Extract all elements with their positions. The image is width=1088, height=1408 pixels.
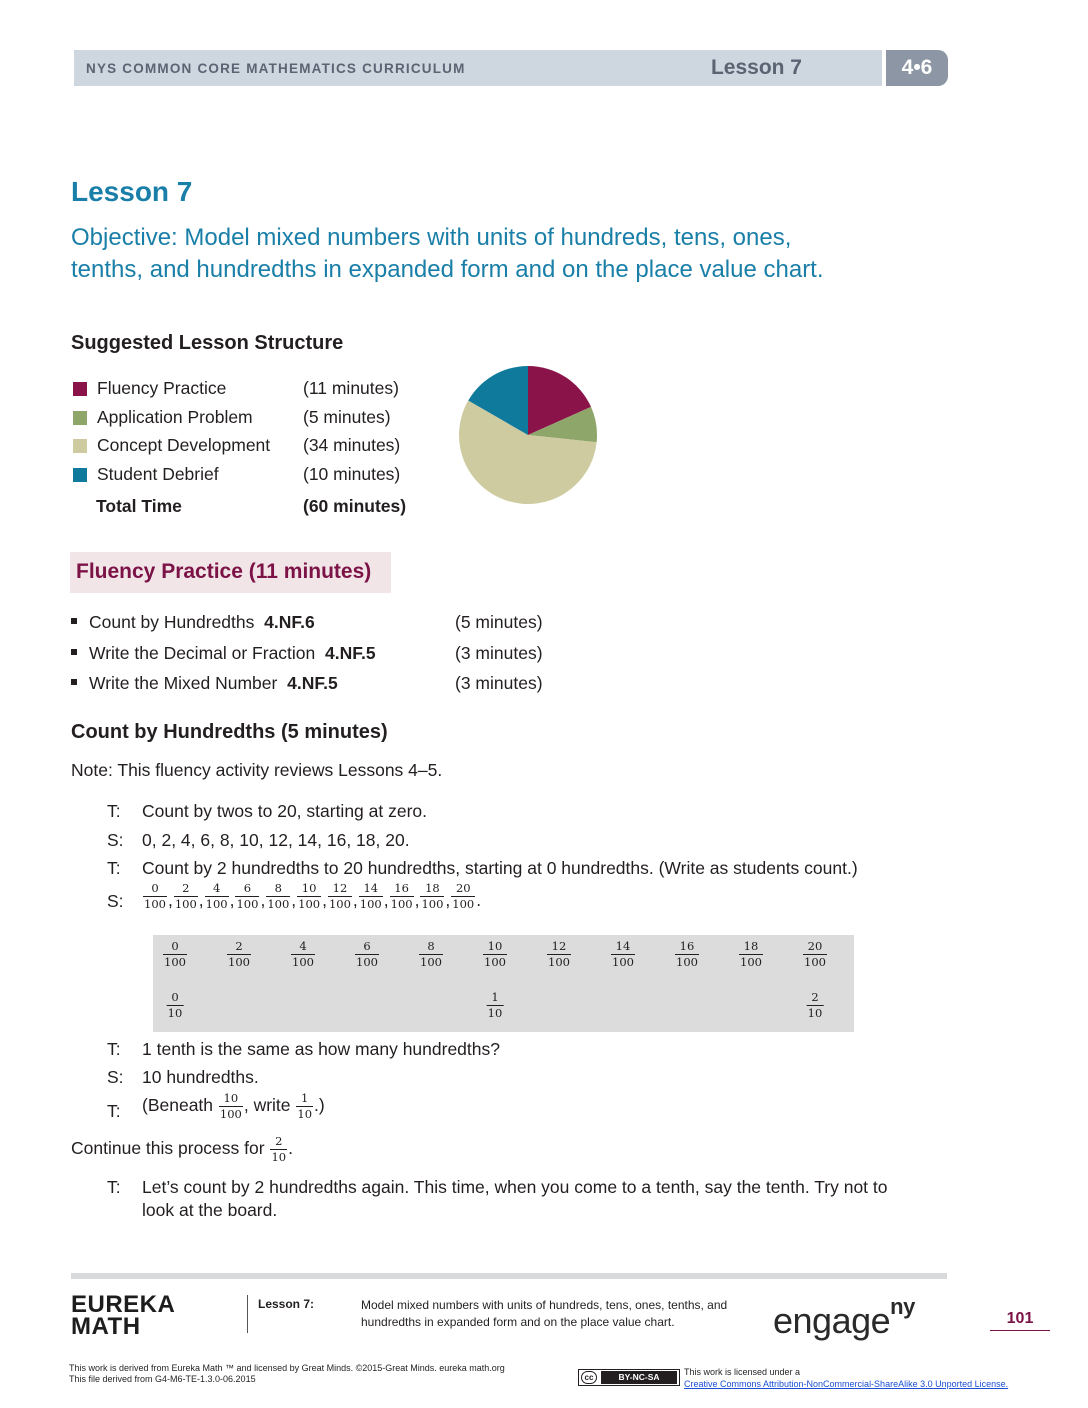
board-hundredths-fraction [162,940,188,969]
sequence-item [327,882,358,911]
numerator: 2 [235,939,243,953]
footer-lesson-description [361,1297,781,1331]
denominator: 100 [292,955,314,969]
cc-icon: cc [581,1371,597,1384]
denominator: 100 [804,955,826,969]
total-minutes: (60 minutes) [303,496,407,516]
activity-minutes: (3 minutes) [455,642,543,663]
fraction [143,882,167,911]
fraction [266,882,290,911]
numerator: 16 [679,939,695,953]
structure-item-minutes: (5 minutes) [303,406,391,427]
numerator: 20 [807,939,823,953]
numerator: 1 [491,990,499,1004]
structure-item-name: Student Debrief [97,463,219,484]
numerator: 10 [301,881,317,895]
denominator: 100 [219,1107,242,1121]
footer-desc-line-1: Model mixed numbers with units of hundreds, tens, ones, tenths, and [361,1298,728,1312]
board-tenths-fraction [486,991,505,1020]
page-number: 101 [990,1310,1050,1331]
fraction-sequence [142,882,481,911]
fluency-practice-title: Fluency Practice (11 minutes) [76,560,372,583]
fraction [739,940,763,969]
speaker: T: [107,1039,121,1059]
board-hundredths-fraction [354,940,380,969]
bullet-icon [71,679,77,685]
footer-divider [71,1273,947,1279]
bullet-icon [71,618,77,624]
dialogue-text: Count by twos to 20, starting at zero. [142,801,428,821]
text-fragment: .) [314,1095,325,1116]
denominator: 10 [807,1006,823,1020]
separator: , [167,890,173,910]
denominator: 100 [612,955,634,969]
fraction [235,882,259,911]
sequence-item [296,882,327,911]
separator: , [445,890,451,910]
denominator: 10 [297,1107,313,1121]
numerator: 14 [363,881,379,895]
numerator: 12 [332,881,348,895]
footer-separator [247,1295,248,1333]
standard-code: 4.NF.6 [264,612,315,632]
fraction [227,940,251,969]
text-fragment: , write [243,1095,296,1116]
fraction [296,1092,313,1121]
numerator: 2 [275,1134,283,1148]
logo-word-2: MATH [71,1313,141,1340]
credit-line-2: This file derived from G4-M6-TE-1.3.0-06.2015 [69,1374,256,1384]
numerator: 18 [743,939,759,953]
fraction [483,940,507,969]
text-fragment: (Beneath [142,1095,218,1116]
denominator: 100 [740,955,762,969]
numerator: 6 [243,881,252,895]
fraction [487,991,504,1020]
denominator: 100 [328,897,351,911]
numerator: 4 [299,939,307,953]
separator: , [291,890,297,910]
board-hundredths-fraction [418,940,444,969]
sequence-item [419,882,450,911]
fraction [174,882,198,911]
creative-commons-badge [578,1369,680,1386]
denominator: 100 [174,897,197,911]
fraction [803,940,827,969]
fluency-practice-banner [70,552,391,593]
numerator: 0 [171,990,179,1004]
lesson-structure-pie-chart [458,365,598,505]
board-tenths-fraction [806,991,825,1020]
footer-credit [69,1363,505,1385]
speaker: T: [107,1101,121,1121]
structure-item-name: Fluency Practice [97,378,227,398]
board-hundredths-fraction [610,940,636,969]
denominator: 100 [484,955,506,969]
denominator: 10 [271,1150,287,1164]
board-hundredths-fraction [802,940,828,969]
numerator: 10 [223,1091,239,1105]
sequence-item [358,882,389,911]
dialogue-text: 1 tenth is the same as how many hundredths? [142,1039,500,1059]
continue-instruction [71,1135,293,1164]
text-fragment: Continue this process for [71,1138,270,1159]
denominator: 100 [359,897,382,911]
denominator: 10 [167,1006,183,1020]
speaker: S: [107,1067,124,1087]
standard-code: 4.NF.5 [325,642,376,663]
legend-swatch [73,382,87,396]
numerator: 0 [151,881,159,895]
speaker: T: [107,1177,121,1197]
numerator: 12 [551,939,567,953]
dialogue-text [142,1177,888,1221]
bullet-icon [71,649,77,655]
page-title: Lesson 7 [71,176,193,207]
numerator: 20 [455,881,471,895]
fraction [611,940,635,969]
activity-name: Write the Mixed Number [89,673,278,693]
fraction [355,940,379,969]
license-line: This work is licensed under a [684,1367,801,1377]
separator: , [322,890,327,910]
fraction [163,940,187,969]
curriculum-label: NYS COMMON CORE MATHEMATICS CURRICULUM [86,61,466,76]
credit-line-1: This work is derived from Eureka Math ™ and licensed by Great Minds. ©2015-Great Minds. eureka math.org [69,1363,505,1373]
sequence-item [142,882,173,911]
structure-item-minutes: (11 minutes) [303,378,399,398]
denominator: 100 [267,897,290,911]
denominator: 100 [390,897,413,911]
objective [71,222,951,286]
board-hundredths-fraction [226,940,252,969]
structure-heading: Suggested Lesson Structure [71,332,344,354]
denominator: 100 [452,897,475,911]
fraction [547,940,571,969]
dialogue-text: 10 hundredths. [142,1067,259,1087]
fraction [675,940,699,969]
dialogue-text: Count by 2 hundredths to 20 hundredths, starting at 0 hundredths. (Write as students count.) [142,858,858,878]
separator: , [260,890,266,910]
legend-swatch [73,411,87,425]
board-hundredths-fraction [482,940,508,969]
numerator: 0 [171,939,179,953]
separator: , [414,890,420,910]
speaker: T: [107,801,121,821]
structure-item-name: Concept Development [97,435,271,455]
logo-word-1: EUREKA [71,1291,176,1318]
structure-item-name: Application Problem [97,406,253,427]
activity-minutes: (3 minutes) [455,673,543,693]
fraction [359,882,383,911]
separator: . [476,890,482,910]
legend-swatch [73,468,87,482]
legend-swatch [73,439,87,453]
engage-ny-logo [773,1294,915,1342]
numerator: 16 [394,881,409,895]
eureka-math-logo [71,1291,176,1340]
numerator: 4 [212,881,221,895]
header-band [74,50,882,86]
denominator: 100 [676,955,698,969]
dialogue-text-line-2: look at the board. [142,1200,278,1220]
license-link[interactable]: Creative Commons Attribution-NonCommercial-ShareAlike 3.0 Unported License. [684,1379,1009,1389]
sequence-item [204,882,235,911]
board-hundredths-fraction [546,940,572,969]
text-fragment: . [288,1138,293,1159]
board-hundredths-fraction [290,940,316,969]
fraction [420,882,444,911]
standard-code: 4.NF.5 [287,673,338,693]
board-hundredths-fraction [674,940,700,969]
denominator: 100 [228,955,250,969]
numerator: 8 [427,939,435,953]
activity-name: Count by Hundredths [89,612,255,632]
fraction [390,882,414,911]
denominator: 100 [164,955,186,969]
denominator: 100 [548,955,570,969]
grade-module-badge: 4•6 [886,50,948,86]
fraction [419,940,443,969]
fraction [328,882,352,911]
dialogue-text [142,1092,325,1121]
separator: , [383,890,389,910]
logo-word: engage [773,1300,891,1341]
numerator: 2 [182,881,190,895]
fraction [297,882,321,911]
activity-note: Note: This fluency activity reviews Lessons 4–5. [71,760,443,780]
fraction [167,991,184,1020]
sequence-item [173,882,204,911]
fraction [451,882,475,911]
sequence-item [389,882,420,911]
numerator: 2 [811,990,819,1004]
sequence-item [265,882,296,911]
structure-item-minutes: (10 minutes) [303,463,401,484]
denominator: 100 [298,897,321,911]
structure-item-minutes: (34 minutes) [303,435,401,455]
license-notice [684,1366,1008,1390]
sequence-item [234,882,265,911]
fraction-board [153,935,854,1032]
numerator: 10 [487,939,503,953]
objective-line-1: Objective: Model mixed numbers with units of hundreds, tens, ones, [71,224,792,251]
numerator: 1 [301,1091,309,1105]
denominator: 100 [236,897,259,911]
activity-minutes: (5 minutes) [455,612,543,632]
page-header [74,50,948,86]
denominator: 100 [421,897,444,911]
denominator: 100 [144,897,166,911]
speaker: S: [107,830,124,850]
denominator: 100 [356,955,378,969]
speaker: S: [107,891,124,911]
fraction [291,940,315,969]
cc-license-type: BY-NC-SA [601,1371,677,1384]
fraction [807,991,824,1020]
logo-superscript: ny [890,1294,915,1319]
fraction [219,1092,243,1121]
count-by-hundredths-heading: Count by Hundredths (5 minutes) [71,721,388,743]
header-lesson-label: Lesson 7 [710,56,802,79]
speaker: T: [107,858,121,878]
numerator: 18 [425,881,440,895]
footer-desc-line-2: hundredths in expanded form and on the place value chart. [361,1315,675,1329]
numerator: 8 [274,881,282,895]
separator: , [352,890,358,910]
fraction [205,882,229,911]
dialogue-text-line-1: Let’s count by 2 hundredths again. This time, when you come to a tenth, say the tenth. Try not to [142,1177,888,1197]
fraction [270,1135,287,1164]
footer-lesson-label: Lesson 7: [258,1297,315,1311]
denominator: 100 [205,897,228,911]
dialogue-text: 0, 2, 4, 6, 8, 10, 12, 14, 16, 18, 20. [142,830,410,850]
separator: , [198,890,204,910]
numerator: 6 [363,939,371,953]
board-tenths-fraction [166,991,185,1020]
separator: , [229,890,235,910]
numerator: 14 [615,939,631,953]
board-hundredths-fraction [738,940,764,969]
total-label: Total Time [96,496,182,516]
activity-name: Write the Decimal or Fraction [89,642,316,663]
sequence-item [450,882,481,911]
objective-line-2: tenths, and hundredths in expanded form and on the place value chart. [71,256,824,283]
denominator: 100 [420,955,442,969]
denominator: 10 [487,1006,503,1020]
